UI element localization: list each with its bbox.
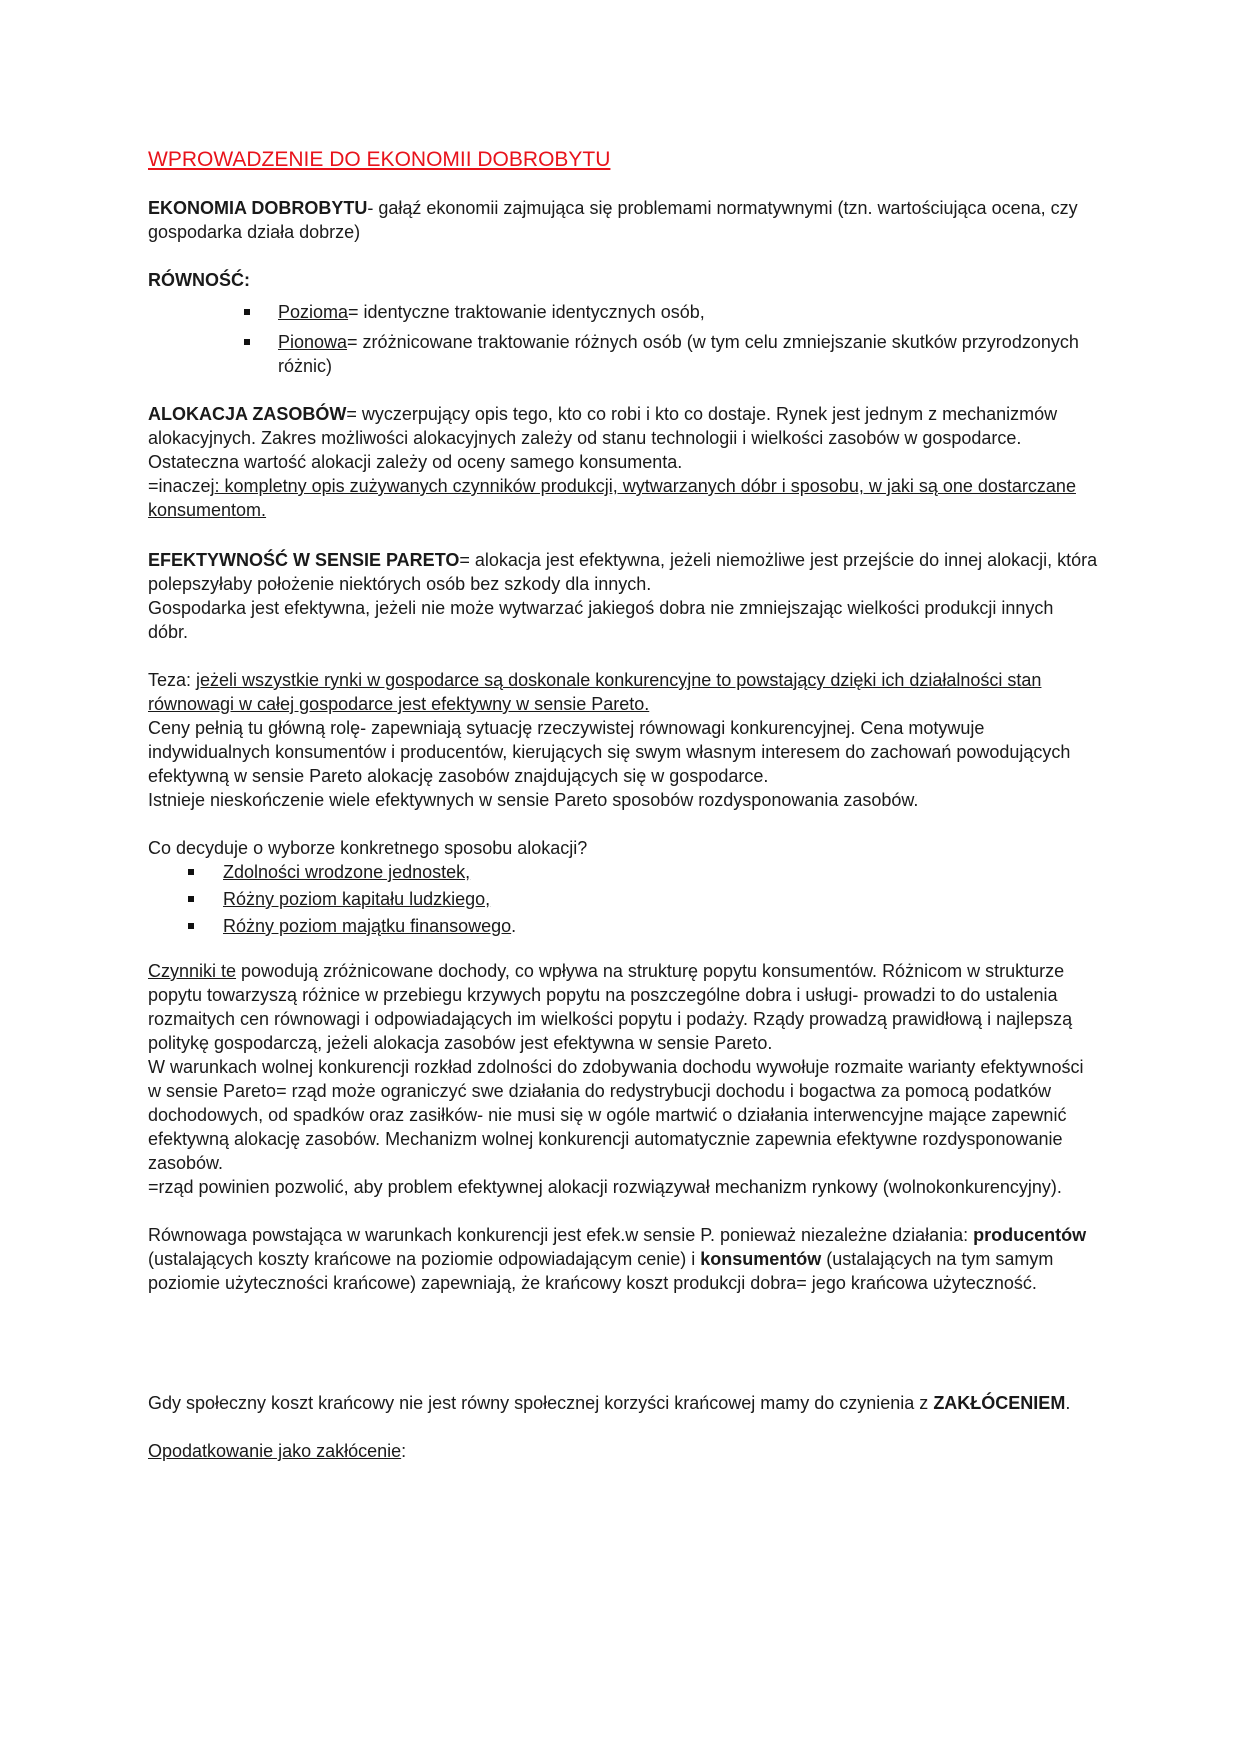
list-item xyxy=(148,330,1098,378)
term-horizontal: Pozioma xyxy=(278,302,349,322)
term-allocation: ALOKACJA ZASOBÓW xyxy=(148,404,347,424)
taxation-text: Opodatkowanie jako zakłócenie xyxy=(148,1441,402,1461)
definition-allocation xyxy=(148,402,1098,522)
distortion-text: Gdy społeczny koszt krańcowy nie jest równy społecznej korzyści krańcowej mamy do czynienia z xyxy=(148,1393,934,1413)
term-consumers: konsumentów xyxy=(700,1249,822,1269)
term-pareto: EFEKTYWNOŚĆ W SENSIE PARETO xyxy=(148,550,460,570)
thesis-text: jeżeli wszystkie rynki w gospodarce są doskonale konkurencyjne to powstający dzięki ich działalności stan równowagi w całej gospodarce jest efektywny w sensie Pareto. xyxy=(148,670,1042,714)
government-paragraph: =rząd powinien pozwolić, aby problem efektywnej alokacji rozwiązywał mechanizm rynkowy (wolnokonkurencyjny). xyxy=(148,1177,1062,1197)
alt-prefix: =inaczej xyxy=(148,476,215,496)
thesis xyxy=(148,668,1098,716)
distortion-suffix: . xyxy=(1065,1393,1071,1413)
item-text: Różny poziom kapitału ludzkiego, xyxy=(223,889,491,909)
heading-equality: RÓWNOŚĆ: xyxy=(148,270,250,290)
term-producers: producentów xyxy=(973,1225,1087,1245)
item-suffix: . xyxy=(511,916,517,936)
list-item xyxy=(148,300,1098,324)
prices-paragraph: Ceny pełnią tu główną rolę- zapewniają sytuację rzeczywistej równowagi konkurencyjnej. Cena motywuje indywidualnych konsumentów i producentów, kierujących się swym własnym interesem do zachowań powodujących efektywną w sensie Pareto alokację zasobów znajdujących się w gospodarce. xyxy=(148,718,1071,786)
factors-paragraph xyxy=(148,959,1098,1055)
item-text: = identyczne traktowanie identycznych osób, xyxy=(348,302,705,322)
free-competition-paragraph: W warunkach wolnej konkurencji rozkład zdolności do zdobywania dochodu wywołuje rozmaite warianty efektywności w sensie Pareto= rząd może ograniczyć swe działania do redystrybucji dochodu i bogactwa za pomocą podatków dochodowych, od spadków oraz zasiłków- nie musi się w ogóle martwić o działania interwencyjne mające zapewnić efektywną alokację zasobów. Mechanizm wolnej konkurencji automatycznie zapewnia efektywne rozdysponowanie zasobów. xyxy=(148,1057,1084,1173)
term-distortion: ZAKŁÓCENIEM xyxy=(933,1393,1066,1413)
list-item xyxy=(148,914,1098,938)
page-title: WPROWADZENIE DO EKONOMII DOBROBYTU xyxy=(148,148,611,171)
term-welfare-economics: EKONOMIA DOBROBYTU xyxy=(148,198,368,218)
list-item xyxy=(148,860,1098,884)
taxation-suffix: : xyxy=(401,1441,407,1461)
definition-welfare-economics xyxy=(148,196,1098,244)
equilibrium-text: (ustalających koszty krańcowe na poziomie odpowiadającym cenie) i xyxy=(148,1249,701,1269)
distortion-paragraph xyxy=(148,1391,1098,1415)
equality-list xyxy=(148,300,1098,378)
thesis-label: Teza: xyxy=(148,670,197,690)
taxation-heading xyxy=(148,1439,1098,1463)
item-text: Zdolności wrodzone jednostek, xyxy=(223,862,471,882)
item-text: = zróżnicowane traktowanie różnych osób (w tym celu zmniejszanie skutków przyrodzonych różnic) xyxy=(278,332,1079,376)
allocation-factors-list xyxy=(148,860,1098,938)
infinite-paragraph: Istnieje nieskończenie wiele efektywnych w sensie Pareto sposobów rozdysponowania zasobów. xyxy=(148,790,919,810)
definition-text: = alokacja jest efektywna, jeżeli niemożliwe jest przejście do innej alokacji, która polepszyłaby położenie niektórych osób bez szkody dla innych. xyxy=(148,550,1098,594)
equilibrium-paragraph xyxy=(148,1223,1098,1295)
term-vertical: Pionowa xyxy=(278,332,348,352)
document-page xyxy=(148,146,1098,1463)
factors-text: powodują zróżnicowane dochody, co wpływa na strukturę popytu konsumentów. Różnicom w strukturze popytu towarzyszą różnice w przebiegu krzywych popytu na poszczególne dobra i usługi- prowadzi to do ustalenia rozmaitych cen równowagi i odpowiadających im wielkości popytu i podaży. Rządy prowadzą prawidłową i najlepszą politykę gospodarczą, jeżeli alokacja zasobów jest efektywna w sensie Pareto. xyxy=(148,961,1073,1053)
factors-lead: Czynniki te xyxy=(148,961,237,981)
item-text: Różny poziom majątku finansowego xyxy=(223,916,512,936)
alt-definition: : kompletny opis zużywanych czynników produkcji, wytwarzanych dóbr i sposobu, w jaki są one dostarczane konsumentom. xyxy=(148,476,1076,520)
equilibrium-text: Równowaga powstająca w warunkach konkurencji jest efek.w sensie P. ponieważ niezależne działania: xyxy=(148,1225,974,1245)
definition-pareto xyxy=(148,548,1098,596)
definition-text: - gałąź ekonomii zajmująca się problemami normatywnymi (tzn. wartościująca ocena, czy gospodarka działa dobrze) xyxy=(148,198,1078,242)
allocation-question: Co decyduje o wyborze konkretnego sposobu alokacji? xyxy=(148,838,588,858)
definition-text: = wyczerpujący opis tego, kto co robi i kto co dostaje. Rynek jest jednym z mechanizmów alokacyjnych. Zakres możliwości alokacyjnych zależy od stanu technologii i wielkości zasobów w gospodarce. Ostateczna wartość alokacji zależy od oceny samego konsumenta. xyxy=(148,404,1058,472)
equilibrium-text: (ustalających na tym samym poziomie użyteczności krańcowe) zapewniają, że krańcowy koszt produkcji dobra= jego krańcowa użyteczność. xyxy=(148,1249,1054,1293)
list-item xyxy=(148,887,1098,911)
pareto-economy-text: Gospodarka jest efektywna, jeżeli nie może wytwarzać jakiegoś dobra nie zmniejszając wielkości produkcji innych dóbr. xyxy=(148,598,1054,642)
